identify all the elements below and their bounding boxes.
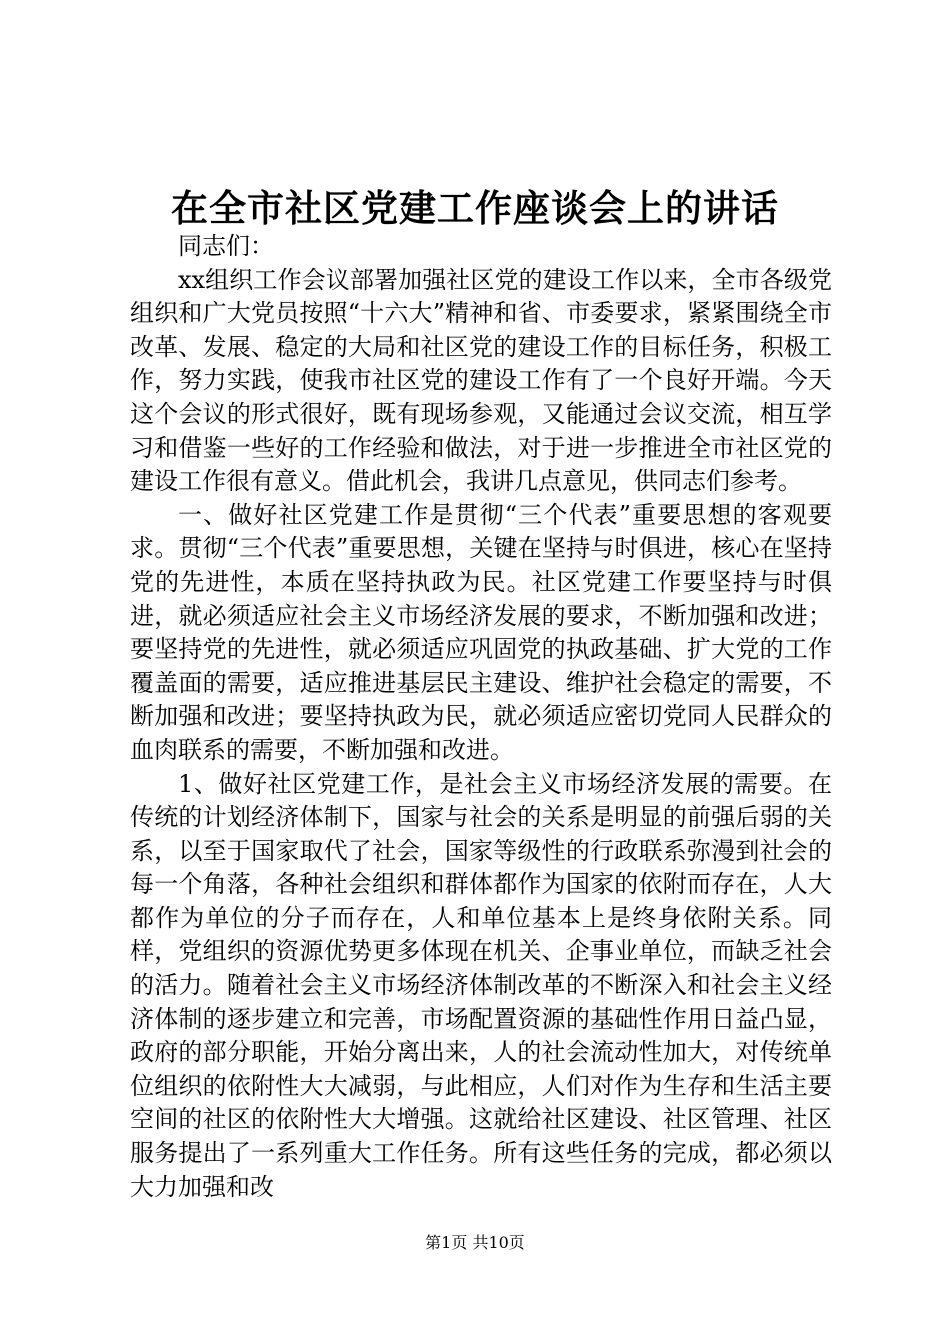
salutation: 同志们：: [178, 232, 274, 260]
page-number-footer: 第1页 共10页: [425, 1233, 525, 1252]
document-title: 在全市社区党建工作座谈会上的讲话: [171, 186, 779, 230]
paragraph-point-one: 1、做好社区党建工作，是社会主义市场经济发展的需要。在传统的计划经济体制下，国家与社会的关系是明显的前强后弱的关系，以至于国家取代了社会，国家等级性的行政联系弥漫到社会的每一个角落，各种社会组织和群体都作为国家的依附而存在，人大都作为单位的分子而存在，人和单位基本上是终身依附关系。同样，党组织的资源优势更多体现在机关、企事业单位，而缺乏社会的活力。随着社会主义市场经济体制改革的不断深入和社会主义经济体制的逐步建立和完善，市场配置资源的基础性作用日益凸显，政府的部分职能，开始分离出来，人的社会流动性加大，对传统单位组织的依附性大大减弱，与此相应，人们对作为生存和生活主要空间的社区的依附性大大增强。这就给社区建设、社区管理、社区服务提出了一系列重大工作任务。所有这些任务的完成，都必须以大力加强和改: [130, 769, 832, 1201]
paragraph-intro: xx组织工作会议部署加强社区党的建设工作以来，全市各级党组织和广大党员按照“十六大”精神和省、市委要求，紧紧围绕全市改革、发展、稳定的大局和社区党的建设工作的目标任务，积极工作，努力实践，使我市社区党的建设工作有了一个良好开端。今天这个会议的形式很好，既有现场参观，又能通过会议交流，相互学习和借鉴一些好的工作经验和做法，对于进一步推进全市社区党的建设工作很有意义。借此机会，我讲几点意见，供同志们参考。: [130, 265, 832, 496]
paragraph-section-one: 一、做好社区党建工作是贯彻“三个代表”重要思想的客观要求。贯彻“三个代表”重要思想，关键在坚持与时俱进，核心在坚持党的先进性，本质在坚持执政为民。社区党建工作要坚持与时俱进，就必须适应社会主义市场经济发展的要求，不断加强和改进；要坚持党的先进性，就必须适应巩固党的执政基础、扩大党的工作覆盖面的需要，适应推进基层民主建设、维护社会稳定的需要，不断加强和改进；要坚持执政为民，就必须适应密切党同人民群众的血肉联系的需要，不断加强和改进。: [130, 500, 832, 764]
document-body: [130, 230, 832, 1204]
